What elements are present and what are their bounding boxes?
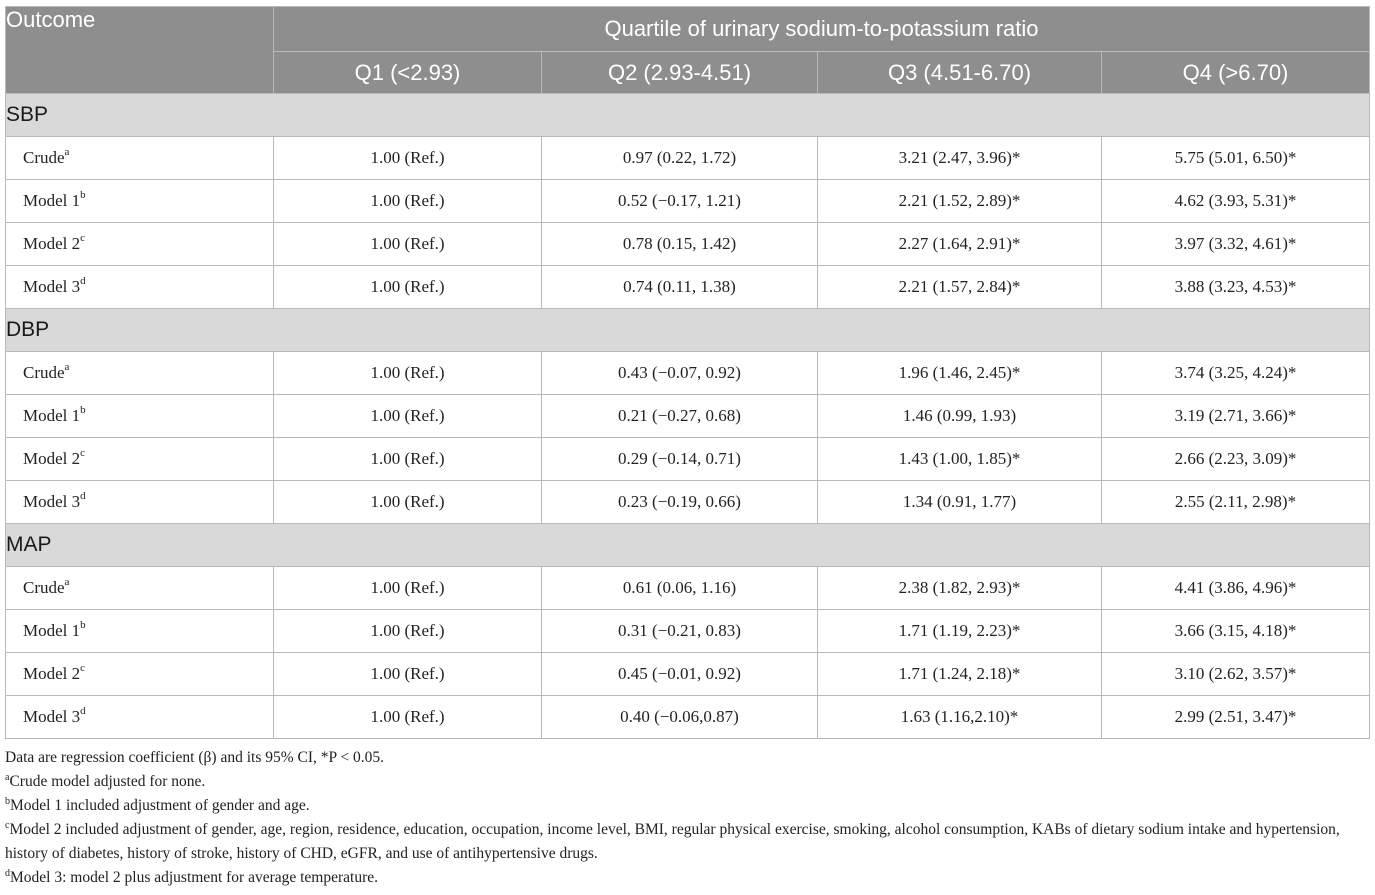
table-cell-q3: 1.43 (1.00, 1.85)*	[818, 438, 1102, 481]
row-label	[6, 180, 274, 223]
table-row	[6, 696, 1370, 739]
row-label-superscript: c	[80, 662, 86, 674]
row-label-superscript: d	[80, 490, 86, 502]
quartile-header-q1: Q1 (<2.93)	[274, 52, 542, 94]
row-label	[6, 610, 274, 653]
footnote-marker: b	[5, 796, 10, 807]
table-cell-q1: 1.00 (Ref.)	[274, 223, 542, 266]
footnote-marker: a	[5, 772, 10, 783]
footnote-marker: c	[5, 820, 10, 831]
table-cell-q2: 0.21 (−0.27, 0.68)	[542, 395, 818, 438]
row-label	[6, 653, 274, 696]
table-cell-q4: 2.99 (2.51, 3.47)*	[1102, 696, 1370, 739]
table-row	[6, 266, 1370, 309]
footnote	[5, 866, 1369, 890]
row-label-text: Model 3	[23, 707, 81, 726]
quartile-header-q2: Q2 (2.93-4.51)	[542, 52, 818, 94]
header-row	[6, 7, 1370, 52]
table-cell-q4: 3.74 (3.25, 4.24)*	[1102, 352, 1370, 395]
table-cell-q1: 1.00 (Ref.)	[274, 438, 542, 481]
row-label-text: Crude	[23, 578, 65, 597]
group-label: MAP	[6, 524, 1370, 567]
table-cell-q1: 1.00 (Ref.)	[274, 180, 542, 223]
row-label	[6, 395, 274, 438]
row-label	[6, 481, 274, 524]
table-cell-q4: 3.88 (3.23, 4.53)*	[1102, 266, 1370, 309]
row-label	[6, 438, 274, 481]
footnote	[5, 794, 1369, 818]
table-cell-q4: 3.66 (3.15, 4.18)*	[1102, 610, 1370, 653]
table-cell-q1: 1.00 (Ref.)	[274, 653, 542, 696]
row-label-text: Model 3	[23, 492, 81, 511]
row-label-superscript: d	[80, 275, 86, 287]
row-label-superscript: a	[64, 146, 70, 158]
table-cell-q4: 3.97 (3.32, 4.61)*	[1102, 223, 1370, 266]
table-cell-q1: 1.00 (Ref.)	[274, 137, 542, 180]
table-cell-q1: 1.00 (Ref.)	[274, 481, 542, 524]
footnote-text: Crude model adjusted for none.	[9, 773, 206, 790]
row-label	[6, 696, 274, 739]
table-cell-q1: 1.00 (Ref.)	[274, 352, 542, 395]
footnote-text: Model 2 included adjustment of gender, age, region, residence, education, occupation, income level, BMI, regular physical exercise, smoking, alcohol consumption, KABs of dietary sodium intake and hypertension, history of diabetes, history of stroke, history of CHD, eGFR, and use of antihypertensive drugs.	[5, 821, 1340, 862]
table-cell-q1: 1.00 (Ref.)	[274, 567, 542, 610]
table-row	[6, 653, 1370, 696]
row-label	[6, 223, 274, 266]
table-cell-q3: 1.63 (1.16,2.10)*	[818, 696, 1102, 739]
table-row	[6, 438, 1370, 481]
row-label	[6, 266, 274, 309]
row-label-text: Crude	[23, 363, 65, 382]
row-label-superscript: b	[80, 404, 86, 416]
row-label	[6, 137, 274, 180]
table-row	[6, 610, 1370, 653]
table-row	[6, 180, 1370, 223]
table-cell-q4: 4.62 (3.93, 5.31)*	[1102, 180, 1370, 223]
row-label-text: Model 2	[23, 449, 81, 468]
group-label: DBP	[6, 309, 1370, 352]
table-cell-q3: 1.34 (0.91, 1.77)	[818, 481, 1102, 524]
table-cell-q4: 3.10 (2.62, 3.57)*	[1102, 653, 1370, 696]
table-cell-q2: 0.23 (−0.19, 0.66)	[542, 481, 818, 524]
footnote	[5, 770, 1369, 794]
table-row	[6, 481, 1370, 524]
row-label-superscript: a	[64, 361, 70, 373]
row-label-superscript: c	[80, 447, 86, 459]
spanning-header: Quartile of urinary sodium-to-potassium ratio	[274, 7, 1370, 52]
row-label	[6, 352, 274, 395]
table-row	[6, 567, 1370, 610]
table-cell-q4: 2.55 (2.11, 2.98)*	[1102, 481, 1370, 524]
table-cell-q3: 2.21 (1.52, 2.89)*	[818, 180, 1102, 223]
table-cell-q1: 1.00 (Ref.)	[274, 696, 542, 739]
group-row-dbp	[6, 309, 1370, 352]
table-figure	[5, 6, 1369, 890]
group-row-map	[6, 524, 1370, 567]
row-label	[6, 567, 274, 610]
row-label-text: Model 2	[23, 664, 81, 683]
row-label-text: Model 3	[23, 277, 81, 296]
table-cell-q4: 4.41 (3.86, 4.96)*	[1102, 567, 1370, 610]
table-cell-q2: 0.52 (−0.17, 1.21)	[542, 180, 818, 223]
table-cell-q1: 1.00 (Ref.)	[274, 610, 542, 653]
table-cell-q2: 0.74 (0.11, 1.38)	[542, 266, 818, 309]
table-cell-q3: 2.38 (1.82, 2.93)*	[818, 567, 1102, 610]
table-cell-q3: 1.46 (0.99, 1.93)	[818, 395, 1102, 438]
table-cell-q2: 0.97 (0.22, 1.72)	[542, 137, 818, 180]
table-cell-q2: 0.31 (−0.21, 0.83)	[542, 610, 818, 653]
row-label-text: Model 2	[23, 234, 81, 253]
table-cell-q2: 0.45 (−0.01, 0.92)	[542, 653, 818, 696]
footnote	[5, 818, 1369, 866]
table-cell-q3: 1.71 (1.24, 2.18)*	[818, 653, 1102, 696]
row-label-superscript: b	[80, 619, 86, 631]
table-cell-q1: 1.00 (Ref.)	[274, 266, 542, 309]
row-label-superscript: c	[80, 232, 86, 244]
table-cell-q3: 1.96 (1.46, 2.45)*	[818, 352, 1102, 395]
table-cell-q4: 3.19 (2.71, 3.66)*	[1102, 395, 1370, 438]
table-cell-q4: 5.75 (5.01, 6.50)*	[1102, 137, 1370, 180]
group-row-sbp	[6, 94, 1370, 137]
outcome-header: Outcome	[6, 7, 274, 94]
quartile-header-q4: Q4 (>6.70)	[1102, 52, 1370, 94]
table-body	[6, 94, 1370, 739]
footnote-text: Model 1 included adjustment of gender and age.	[10, 797, 310, 814]
table-cell-q3: 3.21 (2.47, 3.96)*	[818, 137, 1102, 180]
row-label-superscript: d	[80, 705, 86, 717]
table-cell-q3: 2.27 (1.64, 2.91)*	[818, 223, 1102, 266]
table-row	[6, 352, 1370, 395]
table-row	[6, 137, 1370, 180]
footnote	[5, 746, 1369, 770]
row-label-text: Model 1	[23, 406, 81, 425]
table-cell-q1: 1.00 (Ref.)	[274, 395, 542, 438]
row-label-text: Model 1	[23, 621, 81, 640]
row-label-superscript: b	[80, 189, 86, 201]
footnote-text: Model 3: model 2 plus adjustment for average temperature.	[10, 869, 379, 886]
footnote-text: Data are regression coefficient (β) and its 95% CI, *P < 0.05.	[5, 749, 385, 766]
table-cell-q3: 2.21 (1.57, 2.84)*	[818, 266, 1102, 309]
table-cell-q2: 0.78 (0.15, 1.42)	[542, 223, 818, 266]
table-cell-q3: 1.71 (1.19, 2.23)*	[818, 610, 1102, 653]
footnote-marker: d	[5, 868, 10, 879]
row-label-superscript: a	[64, 576, 70, 588]
row-label-text: Model 1	[23, 191, 81, 210]
results-table	[5, 6, 1370, 739]
row-label-text: Crude	[23, 148, 65, 167]
table-footnotes	[5, 746, 1369, 890]
table-cell-q2: 0.29 (−0.14, 0.71)	[542, 438, 818, 481]
table-cell-q4: 2.66 (2.23, 3.09)*	[1102, 438, 1370, 481]
table-cell-q2: 0.61 (0.06, 1.16)	[542, 567, 818, 610]
table-row	[6, 223, 1370, 266]
table-cell-q2: 0.43 (−0.07, 0.92)	[542, 352, 818, 395]
table-row	[6, 395, 1370, 438]
group-label: SBP	[6, 94, 1370, 137]
quartile-header-q3: Q3 (4.51-6.70)	[818, 52, 1102, 94]
table-cell-q2: 0.40 (−0.06,0.87)	[542, 696, 818, 739]
